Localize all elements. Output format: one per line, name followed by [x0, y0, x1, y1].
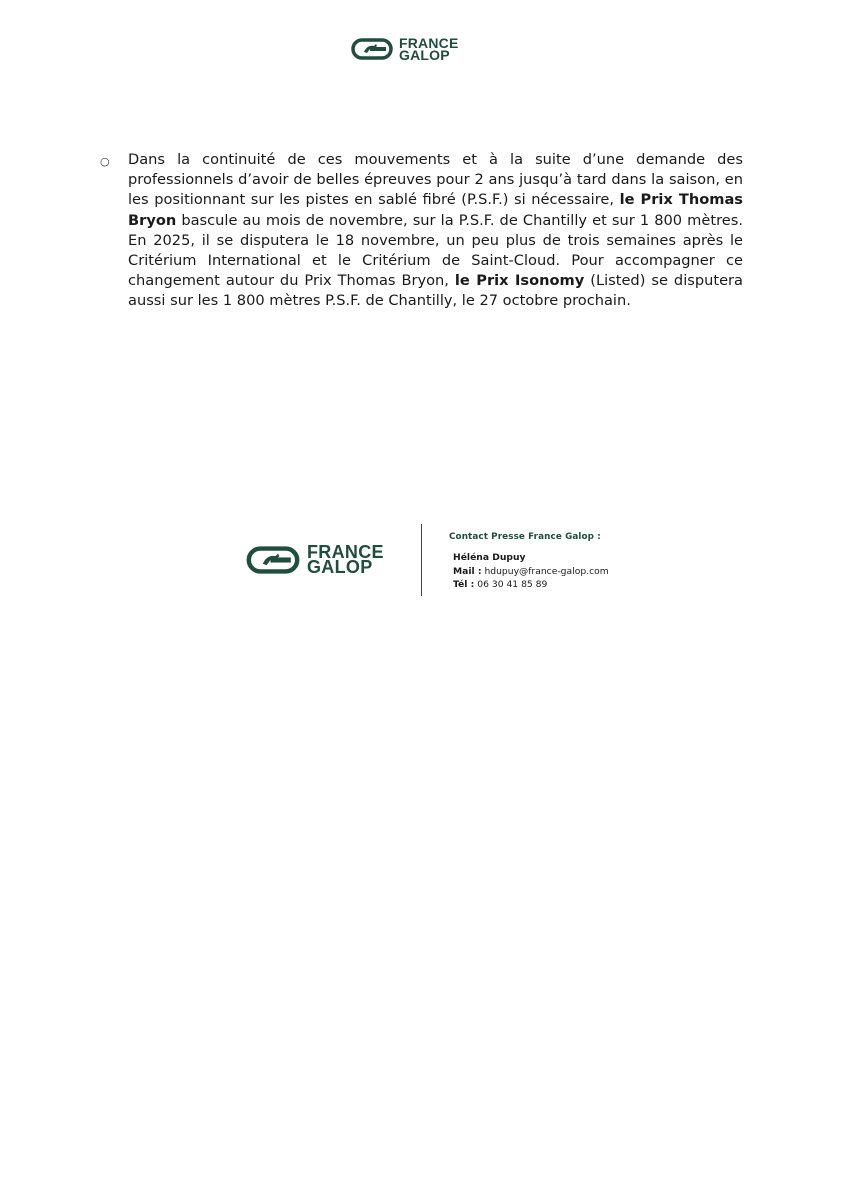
header-logo-line1: FRANCE	[399, 34, 459, 51]
bullet-marker: ○	[100, 155, 110, 168]
header-logo-text	[399, 34, 459, 63]
header-logo-line2: GALOP	[399, 47, 450, 63]
header-logo	[350, 34, 482, 64]
tel-value: 06 30 41 85 89	[477, 579, 548, 591]
footer-logo-text	[307, 541, 384, 577]
para-bold-isonomy: le Prix Isonomy	[454, 272, 585, 290]
mail-link[interactable]: hdupuy@france-galop.com	[484, 565, 609, 577]
footer-logo-line1: FRANCE	[307, 541, 384, 562]
para-text-1: Dans la continuité de ces mouvements et à la suite d’une demande des professionnels d’avoir de belles épreuves pour 2 ans jusqu’à tard dans la saison, en les positionnant sur les pistes en sablé fibré (P.S.F.) si nécessaire,	[128, 151, 743, 209]
footer-contact-block	[245, 524, 665, 596]
contact-name	[453, 551, 609, 565]
contact-tel	[453, 578, 609, 592]
body-paragraph	[128, 150, 743, 312]
para-bold-thomas-bryon: le Prix Thomas Bryon	[128, 191, 743, 229]
tel-label: Tél :	[453, 579, 475, 591]
footer-divider	[421, 524, 422, 596]
footer-logo	[245, 541, 384, 577]
contact-name-value: Héléna Dupuy	[453, 552, 526, 563]
para-text-2: bascule au mois de novembre, sur la P.S.F. de Chantilly et sur 1 800 mètres. En 2025, il se disputera le 18 novembre, un peu plus de trois semaines après le Critérium International et le Critérium de Saint-Cloud. Pour accompagner ce changement autour du Prix Thomas Bryon,	[128, 211, 743, 290]
france-galop-logo-icon	[350, 37, 394, 61]
para-text-3: (Listed) se disputera aussi sur les 1 800 mètres P.S.F. de Chantilly, le 27 octobre prochain.	[128, 272, 744, 310]
footer-logo-line2: GALOP	[307, 557, 373, 577]
contact-mail	[453, 565, 609, 579]
contact-title: Contact Presse France Galop :	[449, 532, 601, 542]
france-galop-logo-icon	[245, 544, 301, 576]
mail-label: Mail :	[453, 565, 482, 577]
press-contact	[449, 532, 609, 592]
